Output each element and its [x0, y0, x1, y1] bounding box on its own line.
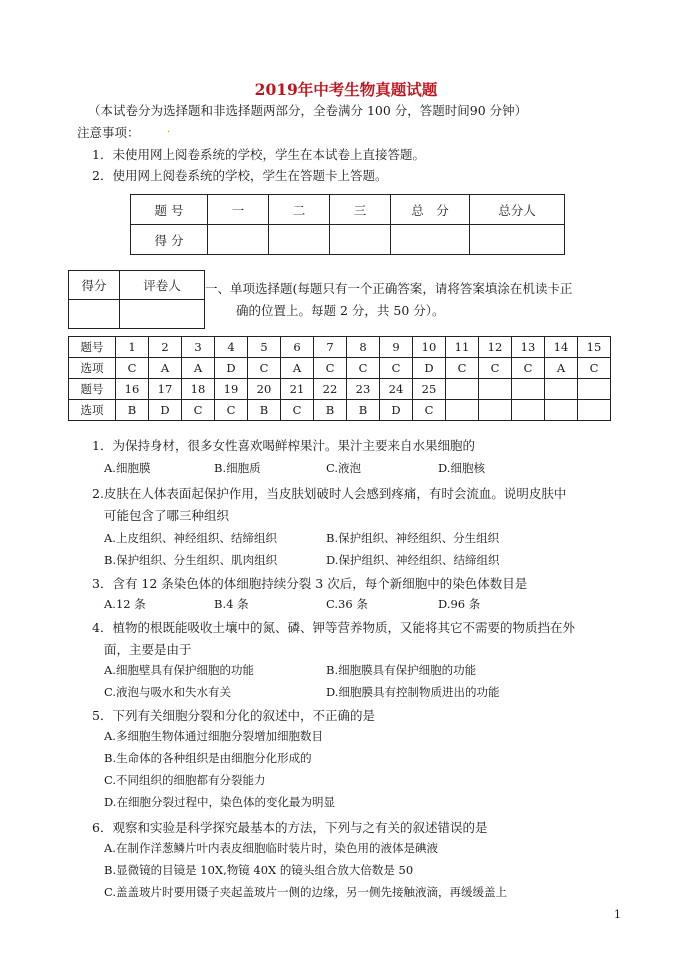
- question-number-cell: 9: [380, 337, 413, 358]
- grader-box: [68, 270, 205, 329]
- option: B.细胞膜具有保护细胞的功能: [326, 663, 477, 677]
- option: B.保护组织、神经组织、分生组织: [326, 531, 500, 545]
- question-number-cell: 12: [479, 337, 512, 358]
- question-number-cell: 14: [545, 337, 578, 358]
- question-number-cell: 16: [116, 379, 149, 400]
- score-cell: [269, 225, 330, 255]
- question-number-cell: 25: [413, 379, 446, 400]
- score-header: 总分人: [470, 195, 565, 225]
- answer-option-cell: A: [281, 358, 314, 379]
- question-1: 1．为保持身材，很多女性喜欢喝鲜榨果汁。果汁主要来自水果细胞的: [92, 438, 475, 453]
- exam-info: （本试卷分为选择题和非选择题两部分，全卷满分 100 分，答题时间90 分钟）: [88, 103, 528, 118]
- score-header: 一: [208, 195, 269, 225]
- grader-score-cell: [69, 300, 120, 329]
- section-heading-line: 一、单项选择题(每题只有一个正确答案，请将答案填涂在机读卡正: [205, 281, 573, 296]
- question-4-cont: 面，主要是由于: [104, 642, 192, 657]
- option: A.细胞膜: [104, 461, 151, 475]
- answer-option-cell: C: [314, 358, 347, 379]
- option: C.不同组织的细胞都有分裂能力: [104, 773, 266, 787]
- question-2-cont: 可能包含了哪三种组织: [104, 508, 230, 523]
- question-number-cell: 8: [347, 337, 380, 358]
- question-number-cell: 1: [116, 337, 149, 358]
- grader-score-label: 得分: [69, 271, 120, 300]
- answer-option-cell: C: [413, 400, 446, 421]
- answer-option-cell: B: [314, 400, 347, 421]
- answer-option-cell: C: [446, 358, 479, 379]
- question-number-cell: [545, 379, 578, 400]
- question-number-cell: 19: [215, 379, 248, 400]
- question-number-cell: 10: [413, 337, 446, 358]
- row-label: 题号: [69, 379, 116, 400]
- question-number-cell: 4: [215, 337, 248, 358]
- question-number-cell: [479, 379, 512, 400]
- answer-option-cell: A: [545, 358, 578, 379]
- option: B.生命体的各种组织是由细胞分化形成的: [104, 751, 312, 765]
- grader-name-label: 评卷人: [120, 271, 205, 300]
- notice-item: 1．未使用网上阅卷系统的学校，学生在本试卷上直接答题。: [92, 147, 425, 162]
- question-5: 5．下列有关细胞分裂和分化的叙述中，不正确的是: [92, 708, 375, 723]
- question-number-cell: 21: [281, 379, 314, 400]
- row-label: 选项: [69, 358, 116, 379]
- answer-option-cell: B: [248, 400, 281, 421]
- option: D.细胞核: [438, 461, 485, 475]
- option: A.细胞壁具有保护细胞的功能: [104, 663, 254, 677]
- question-4: 4．植物的根既能吸收土壤中的氮、磷、钾等营养物质，又能将其它不需要的物质挡在外: [92, 620, 575, 635]
- score-cell: [330, 225, 391, 255]
- answer-option-cell: B: [116, 400, 149, 421]
- option: D.在细胞分裂过程中，染色体的变化最为明显: [104, 795, 335, 809]
- question-number-cell: 23: [347, 379, 380, 400]
- answer-option-cell: C: [380, 358, 413, 379]
- answer-option-cell: D: [149, 400, 182, 421]
- answer-option-cell: C: [281, 400, 314, 421]
- score-header: 二: [269, 195, 330, 225]
- answer-option-cell: [479, 400, 512, 421]
- option: D.细胞膜具有控制物质进出的功能: [326, 685, 500, 699]
- answer-option-cell: C: [116, 358, 149, 379]
- option: C.盖盖玻片时要用镊子夹起盖玻片一侧的边缘，另一侧先接触液滴，再缓缓盖上: [104, 885, 508, 899]
- answer-option-cell: C: [347, 358, 380, 379]
- option: B.显微镜的目镜是 10X,物镜 40X 的镜头组合放大倍数是 50: [104, 863, 414, 877]
- answer-option-cell: C: [215, 400, 248, 421]
- option: D.保护组织、神经组织、结缔组织: [326, 553, 500, 567]
- score-cell: [470, 225, 565, 255]
- score-header: 三: [330, 195, 391, 225]
- answer-option-cell: [578, 400, 611, 421]
- section-heading: [205, 278, 635, 322]
- score-header: 题 号: [131, 195, 208, 225]
- notice-heading: 注意事项：: [77, 125, 140, 140]
- answer-option-cell: B: [347, 400, 380, 421]
- answer-option-cell: [545, 400, 578, 421]
- question-number-cell: [578, 379, 611, 400]
- option: B.细胞质: [214, 461, 261, 475]
- grader-name-cell: [120, 300, 205, 329]
- answer-option-cell: D: [380, 400, 413, 421]
- answer-option-cell: C: [512, 358, 545, 379]
- notice-item: 2．使用网上阅卷系统的学校，学生在答题卡上答题。: [92, 168, 388, 183]
- score-table: [130, 194, 565, 255]
- answer-table: [68, 336, 611, 421]
- question-number-cell: [446, 379, 479, 400]
- question-number-cell: 17: [149, 379, 182, 400]
- answer-option-cell: C: [248, 358, 281, 379]
- page-number: 1: [614, 908, 621, 921]
- answer-option-cell: [446, 400, 479, 421]
- option: B.4 条: [214, 597, 249, 611]
- answer-option-cell: C: [578, 358, 611, 379]
- answer-option-cell: A: [149, 358, 182, 379]
- score-cell: [391, 225, 470, 255]
- option: A.在制作洋葱鳞片叶内表皮细胞临时装片时，染色用的液体是碘液: [104, 841, 438, 855]
- row-label: 题号: [69, 337, 116, 358]
- option: C.液泡与吸水和失水有关: [104, 685, 232, 699]
- page-title: 2019年中考生物真题试题: [254, 80, 438, 99]
- question-number-cell: 22: [314, 379, 347, 400]
- answer-option-cell: D: [215, 358, 248, 379]
- score-cell: [208, 225, 269, 255]
- question-number-cell: 18: [182, 379, 215, 400]
- option: A.上皮组织、神经组织、结缔组织: [104, 531, 277, 545]
- question-number-cell: 13: [512, 337, 545, 358]
- question-number-cell: 15: [578, 337, 611, 358]
- answer-option-cell: A: [182, 358, 215, 379]
- answer-option-cell: D: [413, 358, 446, 379]
- question-number-cell: 7: [314, 337, 347, 358]
- option: C.36 条: [326, 597, 368, 611]
- score-header: 总 分: [391, 195, 470, 225]
- question-3: 3．含有 12 条染色体的体细胞持续分裂 3 次后，每个新细胞中的染色体数目是: [92, 576, 528, 591]
- question-number-cell: 6: [281, 337, 314, 358]
- question-6: 6．观察和实验是科学探究最基本的方法，下列与之有关的叙述错误的是: [92, 820, 488, 835]
- question-number-cell: 5: [248, 337, 281, 358]
- option: B.保护组织、分生组织、肌肉组织: [104, 553, 278, 567]
- score-row-label: 得 分: [131, 225, 208, 255]
- section-heading-line: 确的位置上。每题 2 分，共 50 分）。: [236, 303, 445, 318]
- question-number-cell: 3: [182, 337, 215, 358]
- stray-mark: ·: [167, 127, 171, 138]
- option: A.多细胞生物体通过细胞分裂增加细胞数目: [104, 729, 323, 743]
- question-number-cell: 24: [380, 379, 413, 400]
- question-2: 2.皮肤在人体表面起保护作用，当皮肤划破时人会感到疼痛，有时会流血。说明皮肤中: [92, 486, 567, 501]
- option: C.液泡: [326, 461, 362, 475]
- question-number-cell: [512, 379, 545, 400]
- question-number-cell: 2: [149, 337, 182, 358]
- answer-option-cell: C: [182, 400, 215, 421]
- answer-option-cell: [512, 400, 545, 421]
- row-label: 选项: [69, 400, 116, 421]
- option: D.96 条: [438, 597, 481, 611]
- option: A.12 条: [104, 597, 146, 611]
- question-number-cell: 20: [248, 379, 281, 400]
- question-number-cell: 11: [446, 337, 479, 358]
- answer-option-cell: C: [479, 358, 512, 379]
